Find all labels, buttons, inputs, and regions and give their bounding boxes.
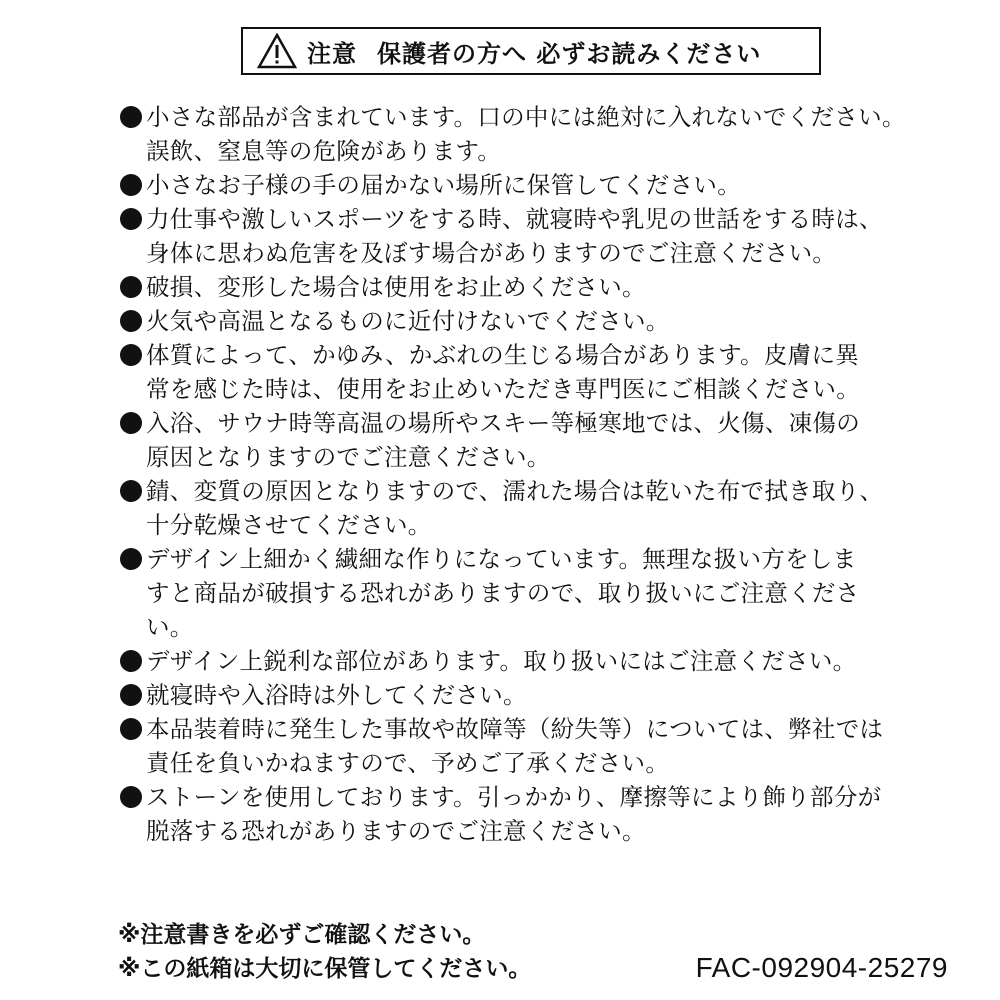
notice-text-line: ストーンを使用しております。引っかかり、摩擦等により飾り部分が — [146, 783, 882, 811]
notice-item — [118, 168, 968, 202]
notice-text-line: すと商品が破損する恐れがありますので、取り扱いにご注意くださ — [146, 579, 860, 607]
notice-item — [118, 270, 968, 304]
notice-text-line: 原因となりますのでご注意ください。 — [146, 443, 551, 471]
notice-text-line: デザイン上細かく繊細な作りになっています。無理な扱い方をしま — [146, 545, 857, 573]
notice-text-line: い。 — [146, 613, 194, 641]
notice-item — [118, 202, 968, 270]
bullet-icon — [120, 786, 142, 808]
bullet-icon — [120, 344, 142, 366]
bullet-icon — [120, 412, 142, 434]
notice-text-line: 小さなお子様の手の届かない場所に保管してください。 — [146, 171, 741, 199]
bullet-icon — [120, 174, 142, 196]
notice-item — [118, 304, 968, 338]
bullet-icon — [120, 718, 142, 740]
notice-item — [118, 338, 968, 406]
notice-text-line: 誤飲、窒息等の危険があります。 — [146, 137, 502, 165]
bullet-icon — [120, 208, 142, 230]
confirm-note: ※注意書きを必ずご確認ください。 — [118, 922, 486, 948]
notice-item — [118, 474, 968, 542]
notice-text-line: 錆、変質の原因となりますので、濡れた場合は乾いた布で拭き取り、 — [146, 477, 884, 505]
notice-text-line: 火気や高温となるものに近付けないでください。 — [146, 307, 670, 335]
notice-text-line: 身体に思わぬ危害を及ぼす場合がありますのでご注意ください。 — [146, 239, 837, 267]
notice-item — [118, 644, 968, 678]
notice-text-line: 破損、変形した場合は使用をお止めください。 — [146, 273, 646, 301]
bullet-icon — [120, 106, 142, 128]
warning-triangle-icon — [257, 33, 297, 69]
notice-item — [118, 678, 968, 712]
caution-subtitle: 保護者の方へ 必ずお読みください — [377, 39, 762, 68]
notice-text-line: 本品装着時に発生した事故や故障等（紛失等）については、弊社では — [146, 715, 884, 743]
notice-text-line: 責任を負いかねますので、予めご了承ください。 — [146, 749, 670, 777]
notice-text-line: 入浴、サウナ時等高温の場所やスキー等極寒地では、火傷、凍傷の — [146, 409, 860, 437]
notice-item — [118, 712, 968, 780]
bullet-icon — [120, 310, 142, 332]
notice-text-line: デザイン上鋭利な部位があります。取り扱いにはご注意ください。 — [146, 647, 857, 675]
caution-label: 注意 — [307, 39, 357, 68]
bullet-icon — [120, 650, 142, 672]
notice-text-line: 就寝時や入浴時は外してください。 — [146, 681, 527, 709]
notice-item — [118, 780, 968, 848]
bullet-icon — [120, 684, 142, 706]
notice-text-line: 体質によって、かゆみ、かぶれの生じる場合があります。皮膚に異 — [146, 341, 860, 369]
bullet-icon — [120, 548, 142, 570]
notice-text-line: 十分乾燥させてください。 — [146, 511, 432, 539]
notice-text-line: 脱落する恐れがありますのでご注意ください。 — [146, 817, 646, 845]
notice-text-line: 常を感じた時は、使用をお止めいただき専門医にご相談ください。 — [146, 375, 860, 403]
notice-item — [118, 542, 968, 644]
notice-list — [118, 100, 968, 848]
caution-header — [241, 27, 821, 75]
notice-item — [118, 406, 968, 474]
notice-item — [118, 100, 968, 168]
product-code: FAC-092904-25279 — [695, 952, 948, 983]
notice-text-line: 力仕事や激しいスポーツをする時、就寝時や乳児の世話をする時は、 — [146, 205, 883, 233]
caution-title — [307, 34, 761, 69]
bullet-icon — [120, 480, 142, 502]
box-note: ※この紙箱は大切に保管してください。 — [118, 956, 532, 982]
bullet-icon — [120, 276, 142, 298]
notice-text-line: 小さな部品が含まれています。口の中には絶対に入れないでください。 — [146, 103, 906, 131]
